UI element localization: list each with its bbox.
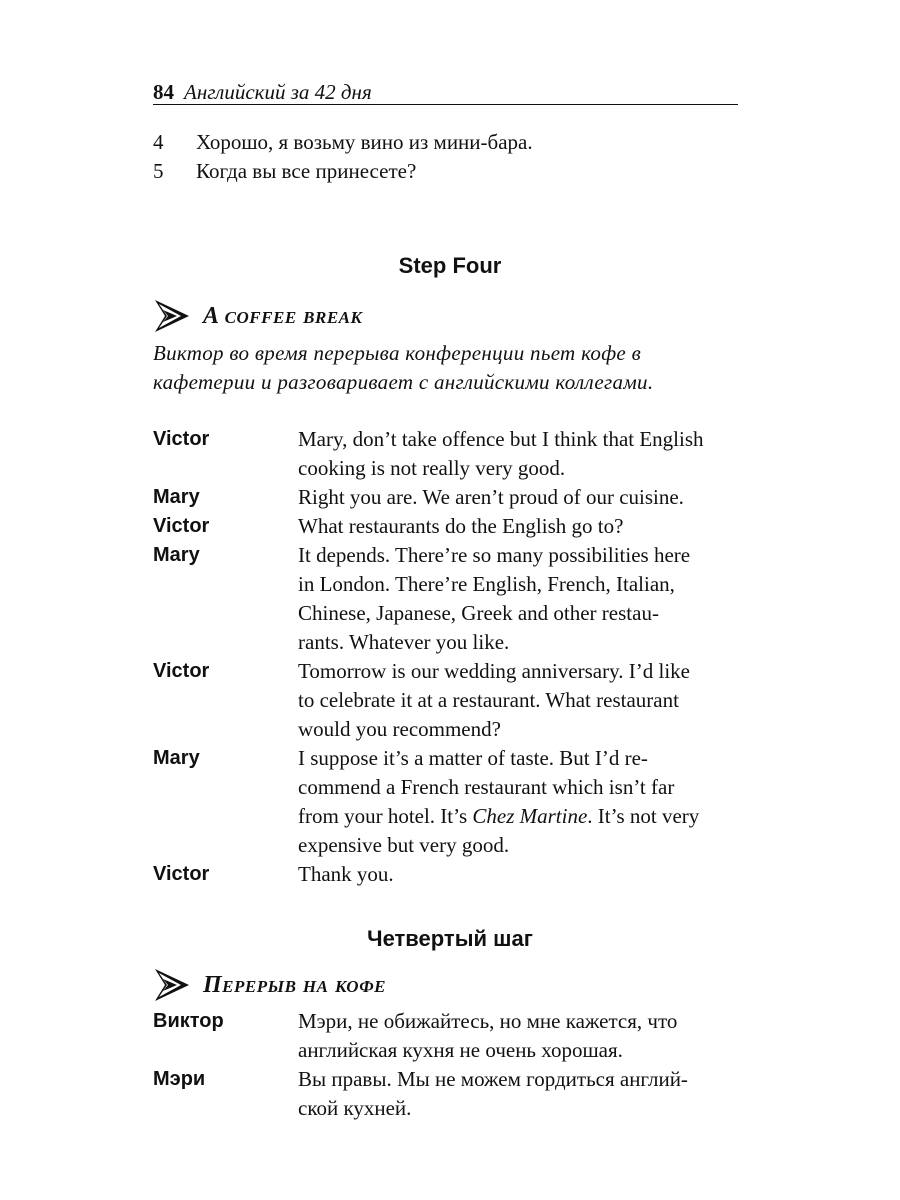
speech-text bbox=[298, 860, 743, 889]
speaker-name: Мэри bbox=[153, 1068, 206, 1090]
step-heading-ru: Четвертый шаг bbox=[367, 926, 533, 951]
speech-line: would you recommend? bbox=[298, 717, 501, 741]
speech-line: expensive but very good. bbox=[298, 833, 510, 857]
item-text: Когда вы все принесете? bbox=[196, 159, 417, 183]
speaker-name: Victor bbox=[153, 428, 210, 450]
speech-line: cooking is not really very good. bbox=[298, 456, 566, 480]
speech-fragment: from your hotel. It’s bbox=[298, 804, 473, 828]
dialog-russian bbox=[153, 1007, 743, 1123]
arrow-pointer-icon bbox=[153, 967, 191, 1003]
dialog-turn bbox=[153, 860, 743, 889]
speech-text bbox=[298, 541, 743, 657]
speech-line: Right you are. We aren’t proud of our cuisine. bbox=[298, 485, 684, 509]
speech-line: Mary, don’t take offence but I think that English bbox=[298, 427, 704, 451]
item-text: Хорошо, я возьму вино из мини-бара. bbox=[196, 130, 533, 154]
step-heading: Step Four bbox=[398, 253, 502, 278]
speech-line: Tomorrow is our wedding anniversary. I’d like bbox=[298, 659, 690, 683]
dialog-turn bbox=[153, 541, 743, 657]
speech-text bbox=[298, 425, 743, 483]
speech-line: commend a French restaurant which isn’t far bbox=[298, 775, 675, 799]
dialog-turn bbox=[153, 744, 743, 860]
page-number: 84 bbox=[153, 80, 174, 104]
intro-line: Виктор во время перерыва конференции пьет кофе в bbox=[153, 341, 641, 365]
dialog-turn bbox=[153, 1065, 743, 1123]
section-title bbox=[153, 296, 362, 336]
running-title: Английский за 42 дня bbox=[184, 80, 372, 104]
intro-line: кафетерии и разговаривает с английскими коллегами. bbox=[153, 370, 654, 394]
speaker-name: Mary bbox=[153, 486, 200, 508]
speech-line: Chinese, Japanese, Greek and other restau- bbox=[298, 601, 659, 625]
speech-line: to celebrate it at a restaurant. What restaurant bbox=[298, 688, 679, 712]
list-item bbox=[153, 157, 743, 186]
speech-line: rants. Whatever you like. bbox=[298, 630, 510, 654]
speech-line: Thank you. bbox=[298, 862, 394, 886]
speech-text bbox=[298, 1065, 743, 1123]
section-title-ru bbox=[153, 965, 386, 1005]
dialog-turn bbox=[153, 512, 743, 541]
speech-line: I suppose it’s a matter of taste. But I’d re- bbox=[298, 746, 648, 770]
speech-text bbox=[298, 512, 743, 541]
speech-text bbox=[298, 744, 743, 860]
speaker-name: Виктор bbox=[153, 1010, 224, 1032]
speech-text bbox=[298, 1007, 743, 1065]
arrow-pointer-icon bbox=[153, 298, 191, 334]
dialog-turn bbox=[153, 483, 743, 512]
speaker-name: Victor bbox=[153, 660, 210, 682]
speech-line: It depends. There’re so many possibilities here bbox=[298, 543, 691, 567]
section-title-text: Перерыв на кофе bbox=[203, 971, 386, 998]
dialog-turn bbox=[153, 1007, 743, 1065]
page-header bbox=[153, 80, 738, 105]
item-number: 5 bbox=[153, 159, 164, 183]
speech-line: What restaurants do the English go to? bbox=[298, 514, 624, 538]
speech-line: in London. There’re English, French, Italian, bbox=[298, 572, 675, 596]
speech-line: Вы правы. Мы не можем гордиться англий- bbox=[298, 1067, 688, 1091]
speaker-name: Victor bbox=[153, 863, 210, 885]
section-title-text: A coffee break bbox=[203, 302, 363, 329]
speech-line: английская кухня не очень хорошая. bbox=[298, 1038, 623, 1062]
dialog-english bbox=[153, 425, 743, 889]
speech-line bbox=[298, 802, 743, 831]
numbered-list bbox=[153, 128, 743, 186]
restaurant-name: Chez Martine bbox=[472, 804, 588, 828]
list-item bbox=[153, 128, 743, 157]
speaker-name: Victor bbox=[153, 515, 210, 537]
speaker-name: Mary bbox=[153, 544, 200, 566]
speech-text bbox=[298, 657, 743, 744]
speaker-name: Mary bbox=[153, 747, 200, 769]
speech-line: ской кухней. bbox=[298, 1096, 412, 1120]
speech-fragment: . It’s not very bbox=[587, 804, 700, 828]
intro-paragraph bbox=[153, 339, 743, 397]
speech-line: Мэри, не обижайтесь, но мне кажется, что bbox=[298, 1009, 678, 1033]
dialog-turn bbox=[153, 425, 743, 483]
item-number: 4 bbox=[153, 130, 164, 154]
speech-text bbox=[298, 483, 743, 512]
dialog-turn bbox=[153, 657, 743, 744]
